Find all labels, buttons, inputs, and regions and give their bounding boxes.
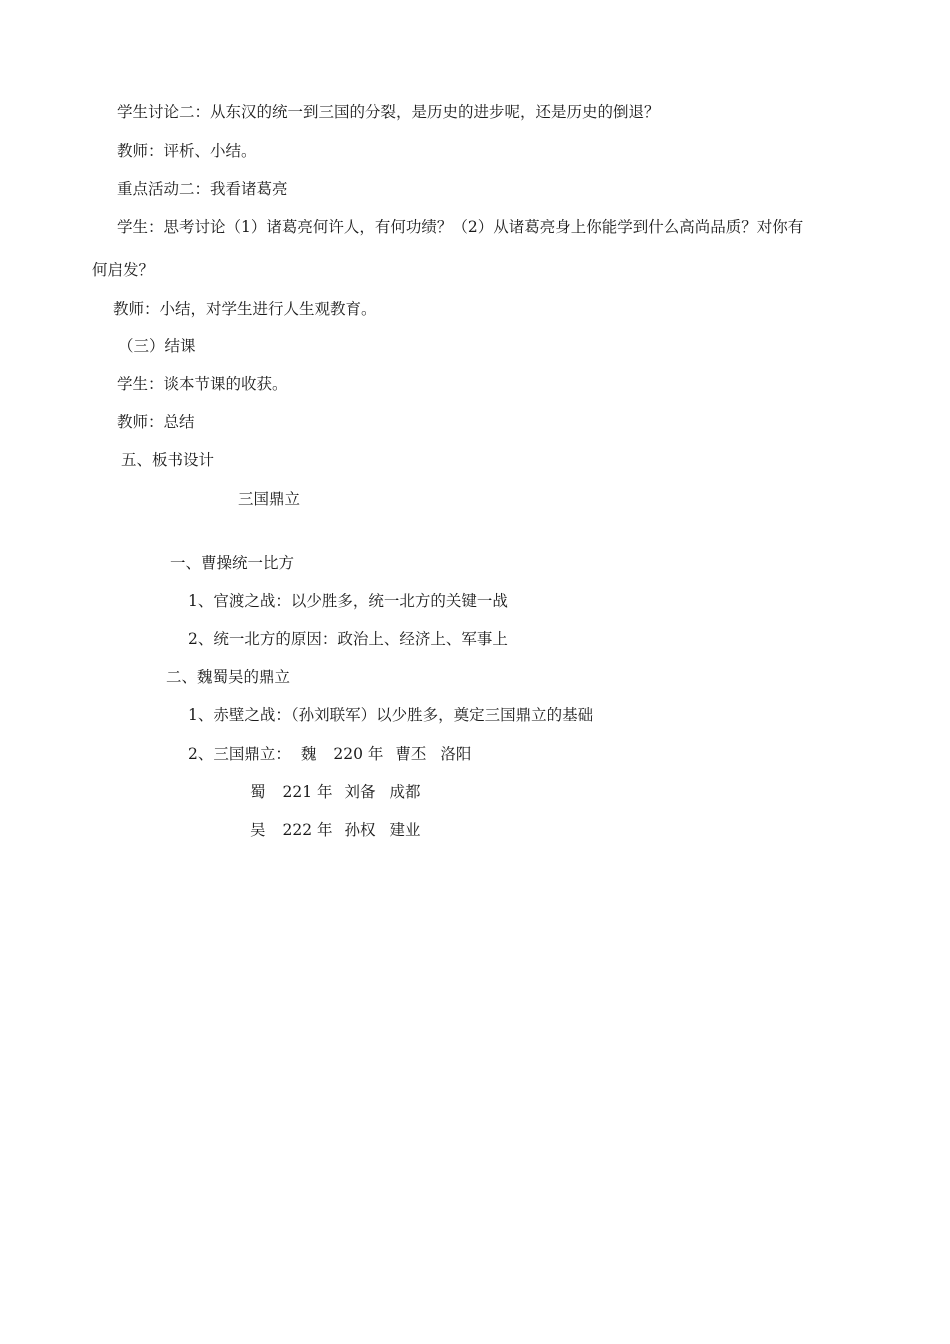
kingdom-capital: 建业 — [389, 821, 421, 839]
kingdom-row-shu — [250, 782, 421, 802]
kingdom-name: 魏 — [300, 745, 317, 763]
board-section2-heading: 二、魏蜀吴的鼎立 — [166, 668, 291, 686]
student-gains: 学生：谈本节课的收获。 — [117, 375, 288, 393]
board-section1-item1: 1、官渡之战：以少胜多，统一北方的关键一战 — [188, 592, 508, 610]
kingdom-ruler: 刘备 — [344, 783, 376, 801]
kingdom-year: 220 年 — [333, 745, 384, 763]
teacher-review: 教师：评析、小结。 — [117, 142, 257, 160]
board-title: 三国鼎立 — [238, 490, 301, 508]
student-think-discuss-continued: 何启发？ — [92, 261, 155, 279]
blackboard-design-heading: 五、板书设计 — [121, 451, 215, 469]
student-discussion-two: 学生讨论二：从东汉的统一到三国的分裂，是历史的进步呢，还是历史的倒退？ — [117, 103, 660, 121]
kingdom-name: 蜀 — [250, 783, 266, 801]
kingdom-row-wu — [250, 820, 421, 840]
three-kingdoms-label: 2、三国鼎立： — [188, 745, 291, 763]
kingdom-year: 221 年 — [282, 783, 333, 801]
kingdom-ruler: 曹丕 — [395, 745, 427, 763]
board-section1-heading: 一、曹操统一比方 — [170, 554, 295, 572]
kingdom-ruler: 孙权 — [344, 821, 376, 839]
teacher-conclusion: 教师：总结 — [117, 413, 195, 431]
kingdom-capital: 洛阳 — [440, 745, 472, 763]
kingdom-year: 222 年 — [282, 821, 333, 839]
kingdom-capital: 成都 — [389, 783, 421, 801]
student-think-discuss: 学生：思考讨论（1）诸葛亮何许人，有何功绩？（2）从诸葛亮身上你能学到什么高尚品质？对你有 — [117, 218, 804, 236]
board-section2-item1: 1、赤壁之战：（孙刘联军）以少胜多，奠定三国鼎立的基础 — [188, 706, 594, 724]
key-activity-two: 重点活动二：我看诸葛亮 — [117, 180, 288, 198]
teacher-summary-education: 教师：小结，对学生进行人生观教育。 — [113, 300, 377, 318]
section-closing-heading: （三）结课 — [118, 337, 196, 355]
board-section2-item2 — [188, 744, 471, 764]
kingdom-name: 吴 — [250, 821, 266, 839]
board-section1-item2: 2、统一北方的原因：政治上、经济上、军事上 — [188, 630, 508, 648]
